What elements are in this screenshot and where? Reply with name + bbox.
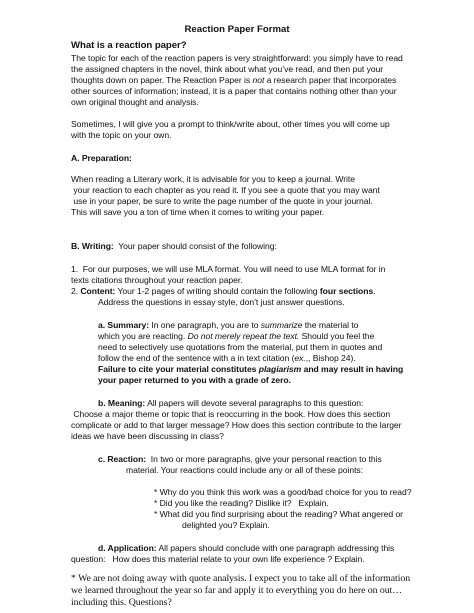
summary-line-5: Failure to cite your material constitutes plagiarism and may result in having [98,364,404,374]
application-line-2: question: How does this material relate to your own life experience ? Explain. [71,554,365,564]
meaning-line-2: Choose a major theme or topic that is reoccurring in the book. How does this section [71,409,391,419]
item-2-line-1: 2. Content: Your 1-2 pages of writing should contain the following four sections. [71,286,376,296]
reaction-bullet-1: * Why do you think this work was a good/bad choice for you to read? [154,487,412,497]
page-title: Reaction Paper Format [184,24,290,35]
meaning-line-1: b. Meaning: All papers will devote several paragraphs to this question: [98,398,364,408]
meaning-line-3: complicate or add to that larger message? How does this section contribute to the larger [71,420,402,430]
intro-heading: What is a reaction paper? [71,40,187,51]
intro-line-2: the assigned chapters in the novel, think about what you’ve read, and then put your [71,64,384,74]
sometimes-line-1: Sometimes, I will give you a prompt to think/write about, other times you will come up [71,119,390,129]
preparation-line-1: When reading a Literary work, it is advisable for you to keep a journal. Write [71,174,355,184]
intro-line-4: other sources of information; instead, it is a paper that contains nothing other than your [71,86,397,96]
reaction-line-1: c. Reaction: In two or more paragraphs, give your personal reaction to this [98,454,382,464]
preparation-line-4: This will save you a ton of time when it comes to writing your paper. [71,207,325,217]
meaning-line-4: ideas we have been discussing in class? [71,431,224,441]
intro-line-3: thoughts down on paper. The Reaction Paper is not a research paper that incorporates [71,75,397,85]
item-1-line-2: texts citations throughout your reaction paper. [71,275,243,285]
closing-line-1: * We are not doing away with quote analysis. I expect you to take all of the information [71,573,411,584]
preparation-heading: A. Preparation: [71,153,132,163]
intro-line-5: own original thought and analysis. [71,97,199,107]
reaction-bullet-2: * Did you like the reading? Dislike it? Explain. [154,498,329,508]
application-line-1: d. Application: All papers should conclude with one paragraph addressing this [98,543,395,553]
reaction-bullet-3-cont: delighted you? Explain. [182,520,270,530]
intro-line-1: The topic for each of the reaction papers is very straightforward: you simply have to read [71,53,403,63]
item-2-line-2: Address the questions in essay style, don’t just answer questions. [98,297,345,307]
summary-line-4: follow the end of the sentence with a in text citation (ex.,, Bishop 24). [98,353,356,363]
writing-heading: B. Writing: Your paper should consist of the following: [71,241,277,251]
preparation-line-2: your reaction to each chapter as you read it. If you see a quote that you may want [71,185,380,195]
preparation-line-3: use in your paper, be sure to write the page number of the quote in your journal. [71,196,373,206]
summary-line-6: your paper returned to you with a grade of zero. [98,375,291,385]
closing-line-2: we learned throughout the year so far and apply it to everything you do here on out… [71,585,402,596]
summary-line-1: a. Summary: In one paragraph, you are to summarize the material to [98,320,359,330]
item-1-line-1: 1. For our purposes, we will use MLA format. You will need to use MLA format for in [71,264,386,274]
sometimes-line-2: with the topic on your own. [71,130,172,140]
closing-line-3: including this. Questions? [71,597,172,608]
summary-line-3: need to selectively use quotations from the material, put them in quotes and [98,342,383,352]
reaction-line-2: material. Your reactions could include any or all of these points: [126,465,363,475]
summary-line-2: which you are reacting. Do not merely repeat the text. Should you feel the [98,331,375,341]
reaction-bullet-3: * What did you find surprising about the reading? What angered or [154,509,403,519]
